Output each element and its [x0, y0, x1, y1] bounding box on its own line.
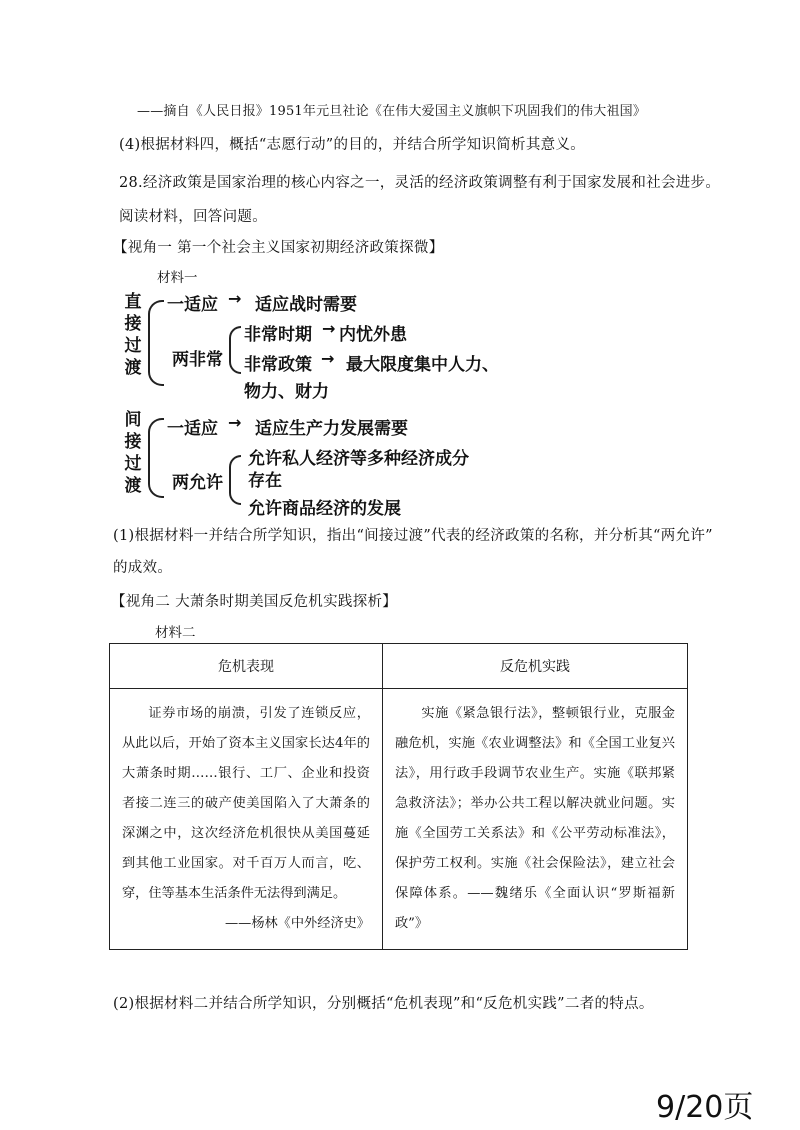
indirect-one-adapt: 一适应 — [167, 419, 218, 439]
direct-non-policy: 非常政策 — [244, 355, 312, 375]
indirect-adapt-target: 适应生产力发展需要 — [255, 419, 408, 439]
source-citation: ——摘自《人民日报》1951年元旦社论《在伟大爱国主义旗帜下巩固我们的伟大祖国》 — [137, 104, 647, 119]
indirect-allow-private-cont: 存在 — [248, 471, 282, 491]
direct-non-period: 非常时期 — [244, 325, 312, 345]
material-2-label: 材料二 — [155, 625, 196, 641]
table-cell-crisis — [110, 689, 383, 950]
direct-inner-brace — [229, 326, 241, 374]
direct-one-adapt: 一适应 — [167, 295, 218, 315]
material-1-label: 材料一 — [157, 270, 198, 286]
arrow-icon: → — [322, 319, 336, 338]
perspective-1-heading: 【视角一 第一个社会主义国家初期经济政策探微】 — [113, 240, 444, 256]
table-header-response: 反危机实践 — [383, 644, 688, 689]
direct-period-target: 内忧外患 — [339, 325, 407, 345]
indirect-transition-label: 间接过渡 — [124, 410, 142, 496]
indirect-inner-brace — [229, 455, 241, 505]
direct-brace — [148, 300, 164, 386]
question-1-line2: 的成效。 — [113, 560, 173, 576]
arrow-icon: → — [228, 413, 242, 432]
question-28-intro: 28.经济政策是国家治理的核心内容之一，灵活的经济政策调整有利于国家发展和社会进步。 — [119, 175, 721, 191]
perspective-2-heading: 【视角二 大萧条时期美国反危机实践探析】 — [111, 594, 398, 610]
question-1-line1: (1)根据材料一并结合所学知识，指出“间接过渡”代表的经济政策的名称，并分析其“两允许” — [113, 528, 713, 544]
response-text: 实施《紧急银行法》，整顿银行业，克服金融危机，实施《农业调整法》和《全国工业复兴法》，用行政手段调节农业生产。实施《联邦紧急救济法》；举办公共工程以解决就业问题。实施《全国劳工关系法》和《公平劳动标准法》，保护劳工权利。实施《社会保险法》，建立社会保障体系。——魏绪乐《全面认识“罗斯福新政”》 — [395, 706, 675, 931]
arrow-icon: → — [228, 289, 242, 308]
page-number: 9/20页 — [656, 1090, 754, 1125]
direct-two-non: 两非常 — [172, 350, 223, 370]
question-28-instruction: 阅读材料，回答问题。 — [119, 209, 267, 225]
question-4: (4)根据材料四，概括“志愿行动”的目的，并结合所学知识简析其意义。 — [119, 137, 586, 153]
indirect-two-allow: 两允许 — [172, 473, 223, 493]
indirect-allow-private: 允许私人经济等多种经济成分 — [248, 449, 469, 469]
direct-transition-label: 直接过渡 — [124, 292, 142, 378]
direct-policy-target-cont: 物力、财力 — [244, 382, 329, 402]
indirect-allow-commodity: 允许商品经济的发展 — [248, 499, 401, 519]
crisis-text: 证券市场的崩溃，引发了连锁反应，从此以后，开始了资本主义国家长达4年的大萧条时期……银行、工厂、企业和投资者接二连三的破产使美国陷入了大萧条的深渊之中，这次经济危机很快从美国蔓延到其他工业国家。对千百万人而言，吃、穿，住等基本生活条件无法得到满足。 — [122, 706, 370, 901]
direct-adapt-target: 适应战时需要 — [255, 295, 357, 315]
question-2: (2)根据材料二并结合所学知识，分别概括“危机表现”和“反危机实践”二者的特点。 — [113, 996, 654, 1012]
direct-policy-target: 最大限度集中人力、 — [346, 355, 499, 375]
material-2-table — [109, 643, 688, 950]
table-cell-response — [383, 689, 688, 950]
crisis-citation: ——杨林《中外经济史》 — [224, 916, 370, 931]
table-header-crisis: 危机表现 — [110, 644, 383, 689]
indirect-brace — [148, 418, 164, 498]
arrow-icon: → — [321, 349, 335, 368]
